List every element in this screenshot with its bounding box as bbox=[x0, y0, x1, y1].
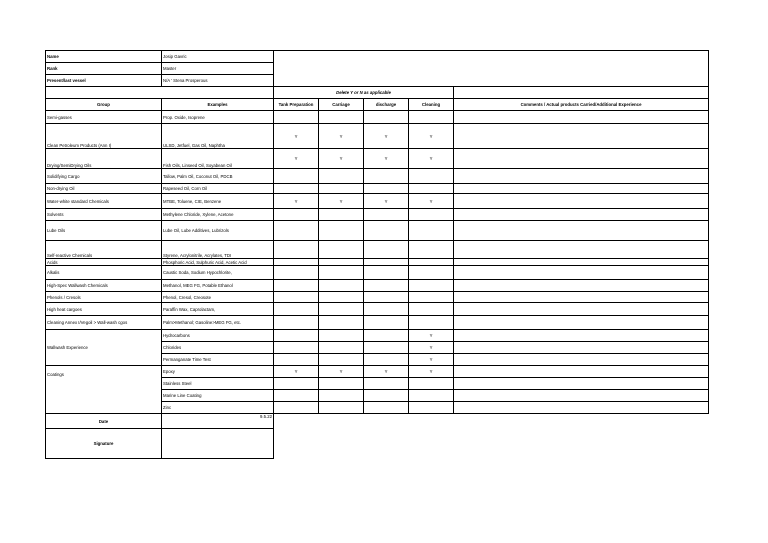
group-cell: Self-reactive Chemicals bbox=[46, 241, 162, 259]
examples-cell: Marine Line Coating bbox=[162, 390, 274, 402]
cleaning-cell[interactable]: Y bbox=[409, 149, 454, 169]
col-header-tank: Tank Preparation bbox=[274, 99, 319, 111]
table-row bbox=[46, 280, 709, 292]
table-row bbox=[46, 184, 709, 194]
comments-cell[interactable] bbox=[454, 378, 709, 390]
col-header-discharge: discharge bbox=[364, 99, 409, 111]
comments-cell[interactable] bbox=[454, 111, 709, 124]
tank-cell[interactable] bbox=[274, 241, 319, 259]
table-row bbox=[46, 316, 709, 330]
comments-cell[interactable] bbox=[454, 366, 709, 378]
table-row bbox=[46, 194, 709, 209]
discharge-cell[interactable] bbox=[364, 259, 409, 266]
footer-blank bbox=[274, 414, 709, 459]
date-value[interactable]: 9.5.22 bbox=[162, 414, 274, 429]
tank-cell[interactable] bbox=[274, 316, 319, 330]
carriage-cell[interactable] bbox=[319, 169, 364, 184]
carriage-cell[interactable] bbox=[319, 402, 364, 414]
group-cell: Clean Petroleum Products (Ann I) bbox=[46, 124, 162, 149]
carriage-cell[interactable] bbox=[319, 378, 364, 390]
tank-cell[interactable] bbox=[274, 303, 319, 316]
cleaning-cell[interactable] bbox=[409, 402, 454, 414]
tank-cell[interactable] bbox=[274, 169, 319, 184]
cleaning-cell[interactable] bbox=[409, 259, 454, 266]
comments-cell[interactable] bbox=[454, 316, 709, 330]
discharge-cell[interactable] bbox=[364, 354, 409, 366]
tank-cell[interactable] bbox=[274, 292, 319, 303]
table-row bbox=[46, 241, 709, 259]
group-cell: Lube Oils bbox=[46, 221, 162, 241]
examples-cell: Fish Oils, Linseed Oil, Soyabean Oil bbox=[162, 149, 274, 169]
carriage-cell[interactable] bbox=[319, 330, 364, 342]
cleaning-cell[interactable]: Y bbox=[409, 124, 454, 149]
group-cell: High-Spec Wallwash Chemicals bbox=[46, 280, 162, 292]
carriage-cell[interactable] bbox=[319, 354, 364, 366]
carriage-cell[interactable] bbox=[319, 241, 364, 259]
table-row bbox=[46, 111, 709, 124]
table-row bbox=[46, 303, 709, 316]
signature-field[interactable] bbox=[162, 429, 274, 459]
discharge-cell[interactable] bbox=[364, 390, 409, 402]
experience-form-table bbox=[45, 50, 709, 459]
examples-cell: Paraffin Wax, Caprolactam, bbox=[162, 303, 274, 316]
comments-cell[interactable] bbox=[454, 149, 709, 169]
rank-value[interactable]: Master bbox=[162, 63, 274, 75]
table-row bbox=[46, 292, 709, 303]
comments-cell[interactable] bbox=[454, 390, 709, 402]
instruction-text: Delete Y or N as applicable bbox=[274, 87, 454, 99]
comments-cell[interactable] bbox=[454, 124, 709, 149]
cleaning-cell[interactable] bbox=[409, 378, 454, 390]
examples-cell: Tallow, Palm Oil, Coconut Oil, PDCB bbox=[162, 169, 274, 184]
group-cell: Water-white standard Chemicals bbox=[46, 194, 162, 209]
comments-cell[interactable] bbox=[454, 303, 709, 316]
examples-cell: Permanganate Time Test bbox=[162, 354, 274, 366]
tank-cell[interactable] bbox=[274, 280, 319, 292]
cleaning-cell[interactable] bbox=[409, 280, 454, 292]
tank-cell[interactable] bbox=[274, 221, 319, 241]
discharge-cell[interactable]: Y bbox=[364, 149, 409, 169]
carriage-cell[interactable]: Y bbox=[319, 149, 364, 169]
comments-cell[interactable] bbox=[454, 354, 709, 366]
cleaning-cell[interactable] bbox=[409, 241, 454, 259]
examples-cell: Rapeseed Oil, Corn Oil bbox=[162, 184, 274, 194]
cleaning-cell[interactable]: Y bbox=[409, 194, 454, 209]
group-cell: Drying/SemiDrying Oils bbox=[46, 149, 162, 169]
examples-cell: Chlorides bbox=[162, 342, 274, 354]
group-cell: Cleaning Annex I/Vegoil > Wall-wash cgos bbox=[46, 316, 162, 330]
cleaning-cell[interactable]: Y bbox=[409, 342, 454, 354]
col-header-cleaning: Cleaning bbox=[409, 99, 454, 111]
vessel-label: Present/last vessel bbox=[46, 75, 162, 87]
carriage-cell[interactable]: Y bbox=[319, 124, 364, 149]
discharge-cell[interactable] bbox=[364, 292, 409, 303]
examples-cell: MTBE, Toluene, CIE, Benzene bbox=[162, 194, 274, 209]
group-cell: Non-drying Oil bbox=[46, 184, 162, 194]
cleaning-cell[interactable] bbox=[409, 169, 454, 184]
group-cell: Solidifying Cargo bbox=[46, 169, 162, 184]
carriage-cell[interactable] bbox=[319, 259, 364, 266]
col-header-group: Group bbox=[46, 99, 162, 111]
examples-cell: Methylene Chloride, Xylene, Acetone bbox=[162, 209, 274, 221]
tank-cell[interactable] bbox=[274, 342, 319, 354]
carriage-cell[interactable] bbox=[319, 280, 364, 292]
name-label: Name bbox=[46, 51, 162, 63]
cleaning-cell[interactable]: Y bbox=[409, 330, 454, 342]
table-row bbox=[46, 330, 709, 342]
comments-cell[interactable] bbox=[454, 330, 709, 342]
carriage-cell[interactable] bbox=[319, 221, 364, 241]
discharge-cell[interactable] bbox=[364, 266, 409, 280]
vessel-value[interactable]: N/A ' Stena Prosperous bbox=[162, 75, 274, 87]
rank-label: Rank bbox=[46, 63, 162, 75]
wallwash-group-cell: Wallwash Experience bbox=[46, 330, 162, 366]
comments-cell[interactable] bbox=[454, 194, 709, 209]
discharge-cell[interactable] bbox=[364, 330, 409, 342]
instruction-blank-right bbox=[454, 87, 709, 99]
name-value[interactable]: Josip Gavric bbox=[162, 51, 274, 63]
table-row bbox=[46, 266, 709, 280]
table-row bbox=[46, 366, 709, 378]
discharge-cell[interactable] bbox=[364, 378, 409, 390]
discharge-cell[interactable] bbox=[364, 316, 409, 330]
comments-cell[interactable] bbox=[454, 280, 709, 292]
comments-cell[interactable] bbox=[454, 259, 709, 266]
discharge-cell[interactable] bbox=[364, 111, 409, 124]
group-cell: Alkalis bbox=[46, 266, 162, 280]
carriage-cell[interactable] bbox=[319, 316, 364, 330]
examples-cell: Phosphoric Acid, Sulphuric Acid, Acetic Acid bbox=[162, 259, 274, 266]
tank-cell[interactable] bbox=[274, 259, 319, 266]
examples-cell: Methanol, MEG FG, Potable Ethanol bbox=[162, 280, 274, 292]
col-header-carriage: Carriage bbox=[319, 99, 364, 111]
discharge-cell[interactable]: Y bbox=[364, 366, 409, 378]
group-cell: Semi-gasses bbox=[46, 111, 162, 124]
cleaning-cell[interactable] bbox=[409, 266, 454, 280]
discharge-cell[interactable] bbox=[364, 184, 409, 194]
examples-cell: Palm>Methanol; Gasoline>MEG FG, etc. bbox=[162, 316, 274, 330]
comments-cell[interactable] bbox=[454, 342, 709, 354]
col-header-comments: Comments / Actual products Carried/Additional Experience bbox=[454, 99, 709, 111]
carriage-cell[interactable] bbox=[319, 111, 364, 124]
group-cell: Acids bbox=[46, 259, 162, 266]
discharge-cell[interactable] bbox=[364, 303, 409, 316]
cleaning-cell[interactable] bbox=[409, 390, 454, 402]
discharge-cell[interactable] bbox=[364, 342, 409, 354]
cleaning-cell[interactable] bbox=[409, 221, 454, 241]
carriage-cell[interactable] bbox=[319, 266, 364, 280]
header-blank bbox=[274, 51, 709, 87]
carriage-cell[interactable] bbox=[319, 292, 364, 303]
examples-cell: Lube Oil, Lube Additives, Lubrizols bbox=[162, 221, 274, 241]
comments-cell[interactable] bbox=[454, 241, 709, 259]
discharge-cell[interactable]: Y bbox=[364, 124, 409, 149]
group-cell: Phenols / Cresols bbox=[46, 292, 162, 303]
carriage-cell[interactable] bbox=[319, 209, 364, 221]
cleaning-cell[interactable] bbox=[409, 209, 454, 221]
table-row bbox=[46, 209, 709, 221]
date-row bbox=[46, 414, 709, 429]
discharge-cell[interactable] bbox=[364, 221, 409, 241]
table-row bbox=[46, 169, 709, 184]
table-row bbox=[46, 221, 709, 241]
tank-cell[interactable]: Y bbox=[274, 124, 319, 149]
table-row bbox=[46, 259, 709, 266]
table-row bbox=[46, 124, 709, 149]
cleaning-cell[interactable] bbox=[409, 292, 454, 303]
examples-cell: Styrene, Acrylonitrile, Acrylates, TDI bbox=[162, 241, 274, 259]
comments-cell[interactable] bbox=[454, 209, 709, 221]
examples-cell: ULSD, Jetfuel, Gas Oil, Naphtha bbox=[162, 124, 274, 149]
carriage-cell[interactable]: Y bbox=[319, 366, 364, 378]
cleaning-cell[interactable]: Y bbox=[409, 366, 454, 378]
group-cell: Solvents bbox=[46, 209, 162, 221]
signature-label: Signature bbox=[46, 429, 162, 459]
discharge-cell[interactable] bbox=[364, 280, 409, 292]
carriage-cell[interactable] bbox=[319, 342, 364, 354]
examples-cell: Epoxy bbox=[162, 366, 274, 378]
examples-cell: Hydrocarbons bbox=[162, 330, 274, 342]
carriage-cell[interactable] bbox=[319, 303, 364, 316]
examples-cell: Stainless Steel bbox=[162, 378, 274, 390]
tank-cell[interactable]: Y bbox=[274, 366, 319, 378]
discharge-cell[interactable] bbox=[364, 209, 409, 221]
comments-cell[interactable] bbox=[454, 221, 709, 241]
comments-cell[interactable] bbox=[454, 184, 709, 194]
discharge-cell[interactable] bbox=[364, 169, 409, 184]
col-header-examples: Examples bbox=[162, 99, 274, 111]
tank-cell[interactable]: Y bbox=[274, 194, 319, 209]
tank-cell[interactable] bbox=[274, 111, 319, 124]
cleaning-cell[interactable] bbox=[409, 303, 454, 316]
tank-cell[interactable]: Y bbox=[274, 149, 319, 169]
tank-cell[interactable] bbox=[274, 378, 319, 390]
tank-cell[interactable] bbox=[274, 184, 319, 194]
discharge-cell[interactable] bbox=[364, 402, 409, 414]
cleaning-cell[interactable] bbox=[409, 111, 454, 124]
discharge-cell[interactable] bbox=[364, 241, 409, 259]
comments-cell[interactable] bbox=[454, 169, 709, 184]
tank-cell[interactable] bbox=[274, 402, 319, 414]
coatings-group-cell: Coatings bbox=[46, 366, 162, 414]
table-row bbox=[46, 149, 709, 169]
instruction-blank bbox=[46, 87, 274, 99]
cleaning-cell[interactable]: Y bbox=[409, 354, 454, 366]
tank-cell[interactable] bbox=[274, 390, 319, 402]
tank-cell[interactable] bbox=[274, 330, 319, 342]
examples-cell: Caustic Soda, Sodium Hypochlorite, bbox=[162, 266, 274, 280]
comments-cell[interactable] bbox=[454, 266, 709, 280]
group-cell: High heat cargoes bbox=[46, 303, 162, 316]
examples-cell: Prop. Oxide, Isoprene bbox=[162, 111, 274, 124]
cleaning-cell[interactable] bbox=[409, 316, 454, 330]
comments-cell[interactable] bbox=[454, 402, 709, 414]
examples-cell: Zinc bbox=[162, 402, 274, 414]
tank-cell[interactable] bbox=[274, 354, 319, 366]
carriage-cell[interactable] bbox=[319, 184, 364, 194]
cleaning-cell[interactable] bbox=[409, 184, 454, 194]
date-label: Date bbox=[46, 414, 162, 429]
carriage-cell[interactable] bbox=[319, 390, 364, 402]
tank-cell[interactable] bbox=[274, 209, 319, 221]
examples-cell: Phenol, Cresol, Creosote bbox=[162, 292, 274, 303]
tank-cell[interactable] bbox=[274, 266, 319, 280]
carriage-cell[interactable]: Y bbox=[319, 194, 364, 209]
discharge-cell[interactable]: Y bbox=[364, 194, 409, 209]
comments-cell[interactable] bbox=[454, 292, 709, 303]
